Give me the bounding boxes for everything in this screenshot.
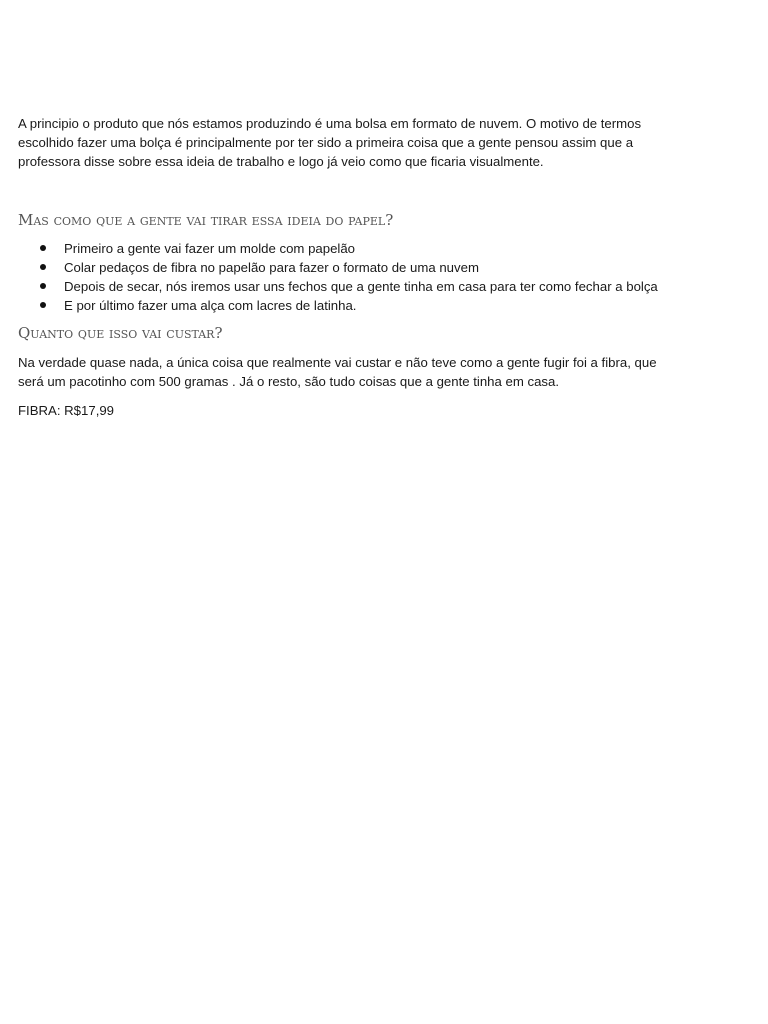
bullet-icon	[40, 302, 46, 308]
bullet-icon	[40, 245, 46, 251]
section-heading-cost: Quanto que isso vai custar?	[18, 324, 223, 342]
list-item	[18, 239, 668, 258]
list-item-text: Depois de secar, nós iremos usar uns fechos que a gente tinha em casa para ter como fechar a bolça	[64, 279, 658, 294]
steps-list	[18, 239, 668, 315]
list-item-text: Colar pedaços de fibra no papelão para fazer o formato de uma nuvem	[64, 260, 479, 275]
document-page	[18, 114, 668, 420]
intro-paragraph: A principio o produto que nós estamos produzindo é uma bolsa em formato de nuvem. O motivo de termos escolhido fazer uma bolça é principalmente por ter sido a primeira coisa que a gente pensou assim que a professora disse sobre essa ideia de trabalho e logo já veio como que ficaria visualmente.	[18, 116, 642, 169]
list-item	[18, 277, 668, 296]
list-item	[18, 258, 668, 277]
section-heading-how: Mas como que a gente vai tirar essa ideia do papel?	[18, 211, 394, 229]
price-line: FIBRA: R$17,99	[18, 403, 115, 418]
bullet-icon	[40, 283, 46, 289]
cost-paragraph: Na verdade quase nada, a única coisa que realmente vai custar e não teve como a gente fugir foi a fibra, que será um pacotinho com 500 gramas . Já o resto, são tudo coisas que a gente tinha em casa.	[18, 355, 657, 389]
bullet-icon	[40, 264, 46, 270]
list-item-text: E por último fazer uma alça com lacres de latinha.	[64, 298, 357, 313]
list-item	[18, 296, 668, 315]
list-item-text: Primeiro a gente vai fazer um molde com papelão	[64, 241, 356, 256]
